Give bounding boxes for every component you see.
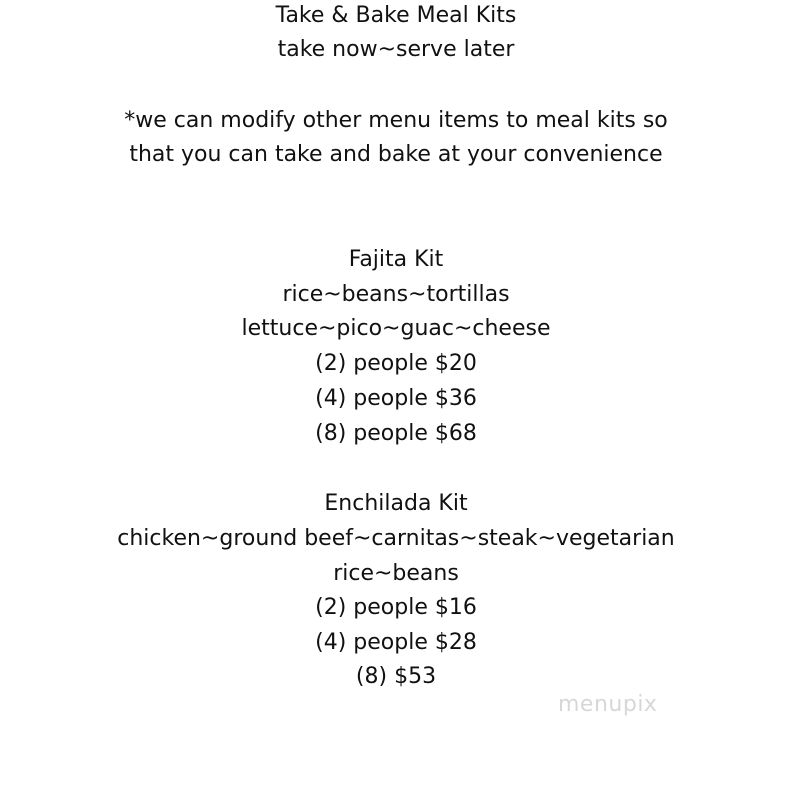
fajita-kit-includes-2: lettuce~pico~guac~cheese bbox=[241, 316, 551, 341]
fajita-kit-price-4-people: (4) people $36 bbox=[315, 386, 477, 411]
enchilada-kit-price-4-people: (4) people $28 bbox=[315, 630, 477, 655]
fajita-kit-price-2-people: (2) people $20 bbox=[315, 351, 477, 376]
menu-tagline: take now~serve later bbox=[277, 37, 515, 62]
enchilada-kit-fillings: chicken~ground beef~carnitas~steak~vegetarian bbox=[117, 526, 675, 551]
menu-title: Take & Bake Meal Kits bbox=[275, 3, 517, 28]
fajita-kit-includes-1: rice~beans~tortillas bbox=[282, 282, 510, 307]
fajita-kit-price-8-people: (8) people $68 bbox=[315, 421, 477, 446]
enchilada-kit-price-2-people: (2) people $16 bbox=[315, 595, 477, 620]
menu-note-line-1: *we can modify other menu items to meal kits so bbox=[124, 108, 668, 133]
watermark: menupix bbox=[558, 692, 658, 717]
menu-note-line-2: that you can take and bake at your convenience bbox=[129, 142, 663, 167]
enchilada-kit-title: Enchilada Kit bbox=[324, 491, 468, 516]
fajita-kit-title: Fajita Kit bbox=[348, 247, 444, 272]
enchilada-kit-price-8: (8) $53 bbox=[355, 664, 437, 689]
enchilada-kit-sides: rice~beans bbox=[333, 561, 459, 586]
